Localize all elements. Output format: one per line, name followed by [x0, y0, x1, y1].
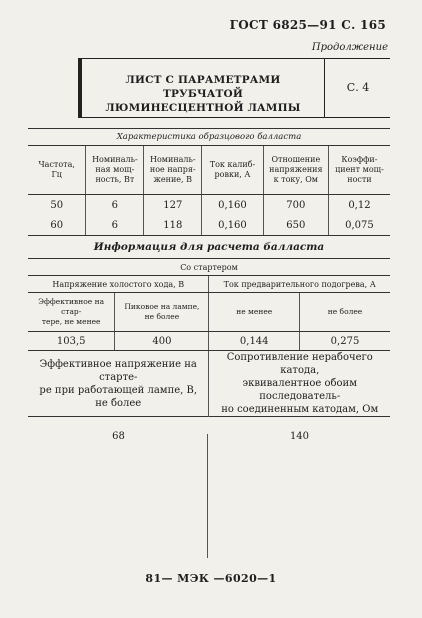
table-row [28, 332, 390, 351]
effective-running-voltage-l2: ре при работающей лампе, В, [39, 384, 198, 396]
cell-cathode-resistance-value: 140 [209, 417, 390, 456]
cathode-resistance-l3: но соединенным катодам, Ом [221, 404, 379, 415]
col-header-power-l3: ность, Вт [95, 175, 135, 184]
sub-header-effective-starter-l2: тере, не менее [41, 317, 101, 326]
col-header-ratio-l3: к току, Ом [273, 175, 318, 184]
sub-header-peak-lamp-l1: Пиковое на лампе, [124, 302, 200, 311]
sub-header-peak-lamp-l2: не более [144, 312, 180, 321]
col-header-voltage-l1: Номиналь- [149, 155, 196, 164]
col-header-ratio-l1: Отношение [271, 155, 321, 164]
col-header-frequency [28, 146, 86, 195]
title-divider [324, 59, 325, 117]
cell-ratio: 650 [263, 215, 328, 236]
effective-running-voltage-l1: Эффективное напряжение на старте- [39, 358, 197, 383]
cathode-resistance-l1: Сопротивление нерабочего катода, [226, 352, 373, 376]
col-header-power-l2: ная мощ- [95, 165, 135, 174]
col-header-calibration-current-l1: Ток калиб- [209, 160, 256, 169]
sub-header-effective-starter-l1: Эффективное на стар- [38, 297, 105, 316]
cell-power: 6 [86, 195, 144, 216]
col-header-voltage-l3: жение, В [153, 175, 192, 184]
col-header-calibration-current [202, 146, 264, 195]
ballast-characteristics-table [28, 128, 390, 236]
ballast-info-table [28, 258, 390, 455]
effective-running-voltage-l3: не более [95, 397, 142, 409]
table-row [28, 417, 390, 456]
col-header-voltage-l2: ное напря- [149, 165, 196, 174]
sheet-page-number: С. 4 [346, 81, 370, 94]
sheet-title [86, 73, 320, 115]
sub-header-max: не более [299, 293, 390, 332]
col-header-frequency-l1: Частота, [38, 160, 75, 169]
title-left-bar [78, 59, 82, 117]
sub-header-min: не менее [209, 293, 300, 332]
vertical-rule [207, 434, 208, 558]
sheet-title-line-2: ЛЮМИНЕСЦЕНТНОЙ ЛАМПЫ [105, 102, 301, 114]
cell-peak-lamp-value: 400 [115, 332, 209, 351]
cell-frequency: 60 [28, 215, 86, 236]
cell-frequency: 50 [50, 199, 64, 211]
col-header-power-factor-l2: циент мощ- [335, 165, 384, 174]
effective-running-voltage-label [28, 351, 209, 417]
sub-header-effective-starter [28, 293, 115, 332]
continued-label: Продолжение [311, 42, 388, 53]
cathode-resistance-l2: эквивалентное обоим последователь- [242, 378, 357, 402]
col-header-power-factor-l3: ности [347, 175, 372, 184]
sub-header-peak-lamp [115, 293, 209, 332]
cell-effective-running-value: 68 [28, 417, 209, 456]
standard-header: ГОСТ 6825—91 С. 165 [229, 18, 386, 32]
cell-preheat-max-value: 0,275 [299, 332, 390, 351]
col-header-frequency-l2: Гц [51, 170, 62, 179]
preheat-current-header: Ток предварительного подогрева, А [209, 276, 390, 293]
cell-calibration-current: 0,160 [202, 215, 264, 236]
table-row [28, 195, 390, 216]
ballast-table-caption: Характеристика образцового балласта [28, 129, 390, 146]
col-header-ratio [263, 146, 328, 195]
starter-header: Со стартером [28, 259, 390, 276]
cathode-resistance-label [209, 351, 390, 417]
cell-calibration-current: 0,160 [202, 195, 264, 216]
cell-voltage: 118 [144, 215, 202, 236]
col-header-power-factor-l1: Коэффи- [341, 155, 378, 164]
ballast-info-title: Информация для расчета балласта [93, 241, 325, 253]
col-header-power-l1: Номиналь- [92, 155, 138, 164]
open-circuit-voltage-header: Напряжение холостого хода, В [28, 276, 209, 293]
cell-preheat-min-value: 0,144 [209, 332, 300, 351]
cell-power-factor: 0,12 [328, 195, 390, 216]
col-header-voltage [144, 146, 202, 195]
col-header-power [86, 146, 144, 195]
table-row [28, 215, 390, 236]
col-header-calibration-current-l2: ровки, А [214, 170, 251, 179]
col-header-power-factor [328, 146, 390, 195]
cell-effective-starter-value: 103,5 [28, 332, 115, 351]
cell-power: 6 [86, 215, 144, 236]
cell-voltage: 127 [144, 195, 202, 216]
col-header-ratio-l2: напряжения [269, 165, 323, 174]
sheet-title-line-1: ЛИСТ С ПАРАМЕТРАМИ ТРУБЧАТОЙ [125, 74, 281, 100]
cell-power-factor: 0,075 [328, 215, 390, 236]
sheet-title-block [78, 58, 390, 118]
page-footer: 81— МЭК —6020—1 [145, 572, 277, 585]
cell-ratio: 700 [263, 195, 328, 216]
